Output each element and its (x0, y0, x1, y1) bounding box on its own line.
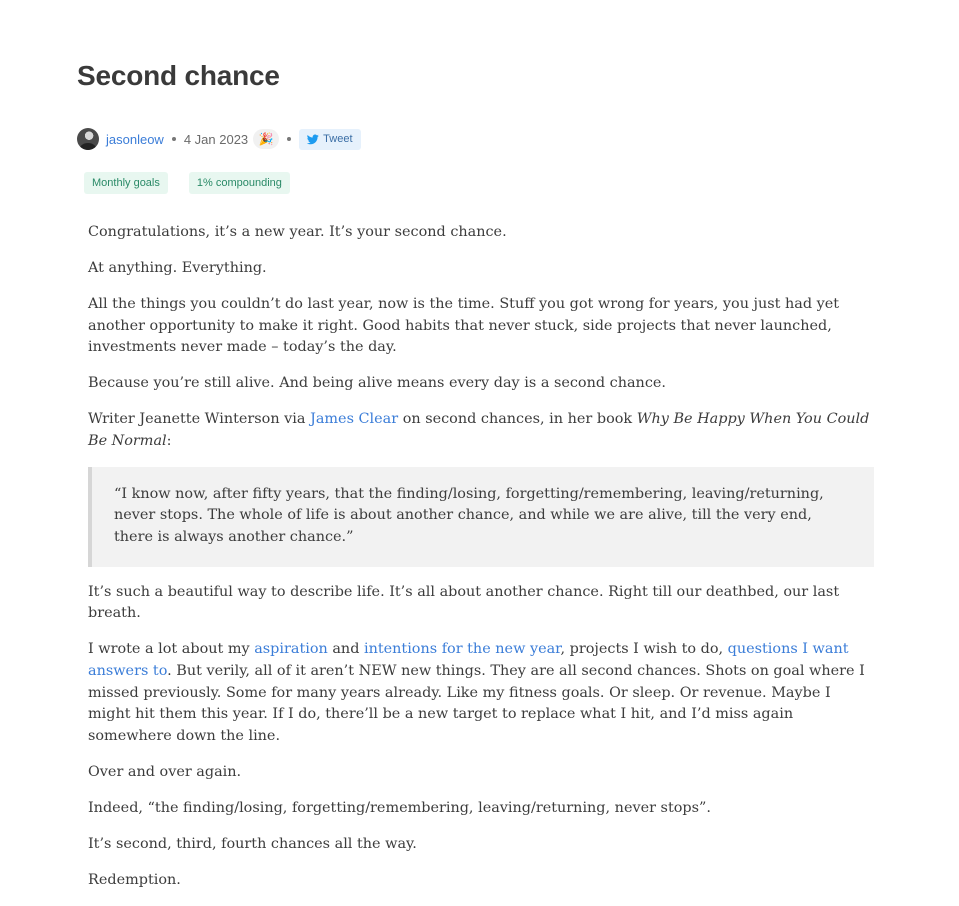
post-body (88, 222, 874, 906)
avatar[interactable] (77, 128, 99, 150)
tag-list (84, 172, 290, 194)
book-title: Why Be Happy When You Could Be Normal (88, 411, 870, 449)
paragraph: Indeed, “the finding/losing, forgetting/remembering, leaving/returning, never stops”. (88, 799, 711, 816)
tag-1-percent-compounding[interactable]: 1% compounding (189, 172, 290, 194)
paragraph: It’s such a beautiful way to describe life. It’s all about another chance. Right till our deathbed, our last breath. (88, 583, 840, 622)
twitter-bird-icon (307, 134, 319, 145)
tag-monthly-goals[interactable]: Monthly goals (84, 172, 168, 194)
separator-dot (287, 137, 291, 141)
paragraph: Congratulations, it’s a new year. It’s your second chance. (88, 224, 507, 240)
blockquote (88, 467, 874, 568)
questions-link[interactable]: questions I want answers to (88, 641, 849, 680)
james-clear-link[interactable]: James Clear (310, 411, 399, 428)
paragraph: All the things you couldn’t do last year, now is the time. Stuff you got wrong for years, you just had yet another opportunity to make it right. Good habits that never stuck, side projects that never launched, investments never made – today’s the day. (88, 295, 840, 356)
paragraph (88, 639, 874, 747)
intentions-link[interactable]: intentions for the new year (363, 641, 561, 658)
text: . But verily, all of it aren’t NEW new things. They are all second chances. Shots on goal where I missed previously. Some for many years already. Like my fitness goals. Or sleep. Or revenue. Maybe I might hit them this year. If I do, there’ll be a new target to replace what I hit, and I’d miss again somewhere down the line. (88, 663, 865, 744)
separator-dot (172, 137, 176, 141)
tweet-label: Tweet (323, 133, 353, 145)
page-title: Second chance (77, 60, 280, 91)
paragraph: Because you’re still alive. And being alive means every day is a second chance. (88, 375, 666, 392)
post-meta (77, 127, 361, 151)
paragraph: It’s second, third, fourth chances all the way. (88, 835, 417, 852)
text: : (166, 432, 172, 449)
paragraph: Redemption. (88, 871, 181, 888)
text: , projects I wish to do, (560, 641, 728, 658)
text: Writer Jeanette Winterson via (88, 411, 311, 428)
party-emoji-reaction-button[interactable]: 🎉 (253, 129, 279, 149)
aspiration-link[interactable]: aspiration (254, 641, 328, 658)
author-link[interactable]: jasonleow (106, 131, 164, 147)
text: on second chances, in her book (398, 411, 637, 428)
quote-text: “I know now, after fifty years, that the finding/losing, forgetting/remembering, leaving/returning, never stops. The whole of life is about another chance, and while we are alive, till the very end, there is always another chance.” (114, 485, 824, 545)
paragraph: Over and over again. (88, 763, 242, 780)
text: I wrote a lot about my (88, 641, 255, 658)
paragraph (88, 409, 874, 452)
text: and (327, 641, 364, 658)
tweet-button[interactable] (299, 129, 360, 150)
post-date: 4 Jan 2023 (183, 131, 249, 147)
paragraph: At anything. Everything. (88, 259, 267, 276)
